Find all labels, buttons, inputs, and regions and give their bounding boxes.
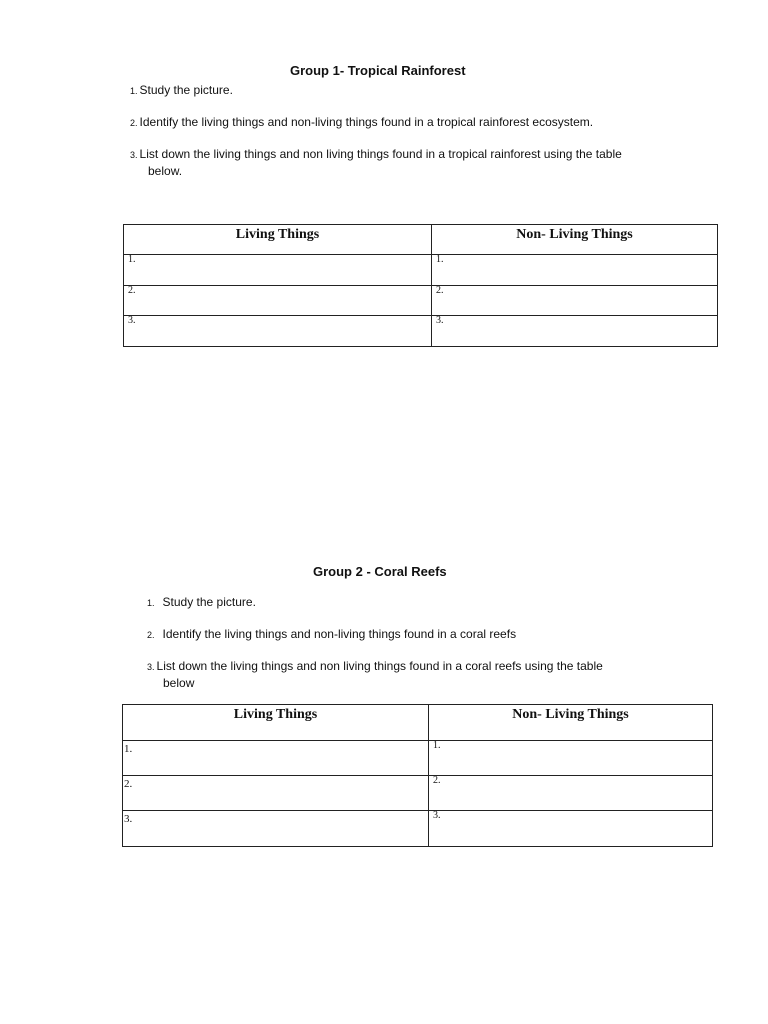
instruction-continuation: below (163, 676, 195, 690)
group1-title: Group 1- Tropical Rainforest (290, 63, 466, 78)
living-cell[interactable] (123, 811, 429, 847)
row-number: 3. (124, 813, 133, 825)
row-number: 1. (436, 254, 444, 265)
row-number: 3. (128, 315, 136, 326)
non-living-cell[interactable] (429, 776, 713, 811)
group2-title: Group 2 - Coral Reefs (313, 564, 447, 579)
group1-instruction-3 (130, 146, 622, 179)
table-row (123, 811, 713, 847)
living-cell[interactable] (123, 741, 429, 776)
instruction-text: List down the living things and non living things found in a coral reefs using the table (156, 659, 603, 673)
table-header-row (123, 705, 713, 741)
table-row (123, 741, 713, 776)
table-row (124, 316, 718, 347)
instruction-text: List down the living things and non living things found in a tropical rainforest using the table (139, 147, 622, 161)
instruction-number: 3. (147, 662, 155, 672)
row-number: 1. (124, 743, 133, 755)
instruction-number: 1. (147, 598, 155, 608)
row-number: 2. (124, 778, 133, 790)
instruction-number: 1. (130, 86, 138, 96)
header-non-living-things: Non- Living Things (429, 705, 713, 741)
row-number: 1. (128, 254, 136, 265)
row-number: 3. (436, 315, 444, 326)
row-number: 2. (128, 285, 136, 296)
non-living-cell[interactable] (432, 255, 718, 286)
instruction-number: 2. (130, 118, 138, 128)
instruction-continuation: below. (148, 164, 183, 178)
table-row (124, 255, 718, 286)
row-number: 2. (436, 285, 444, 296)
non-living-cell[interactable] (429, 811, 713, 847)
instruction-text: Identify the living things and non-living things found in a coral reefs (162, 627, 517, 641)
non-living-cell[interactable] (432, 286, 718, 316)
table-row (124, 286, 718, 316)
non-living-cell[interactable] (429, 741, 713, 776)
instruction-number: 3. (130, 150, 138, 160)
living-cell[interactable] (124, 316, 432, 347)
group1-table (123, 224, 718, 347)
group1-instruction-1 (130, 82, 233, 99)
non-living-cell[interactable] (432, 316, 718, 347)
table-row (123, 776, 713, 811)
row-number: 3. (433, 810, 441, 821)
group2-table (122, 704, 713, 847)
instruction-text: Identify the living things and non-living things found in a tropical rainforest ecosystem. (139, 115, 594, 129)
living-cell[interactable] (124, 286, 432, 316)
group2-instruction-2 (147, 626, 516, 643)
group2-instruction-1 (147, 594, 256, 611)
instruction-text: Study the picture. (162, 595, 256, 609)
living-cell[interactable] (123, 776, 429, 811)
header-living-things: Living Things (123, 705, 429, 741)
group2-instruction-3 (147, 658, 603, 691)
instruction-text: Study the picture. (139, 83, 233, 97)
row-number: 2. (433, 775, 441, 786)
header-non-living-things: Non- Living Things (432, 225, 718, 255)
header-living-things: Living Things (124, 225, 432, 255)
table-header-row (124, 225, 718, 255)
row-number: 1. (433, 740, 441, 751)
instruction-number: 2. (147, 630, 155, 640)
group1-instruction-2 (130, 114, 593, 131)
living-cell[interactable] (124, 255, 432, 286)
